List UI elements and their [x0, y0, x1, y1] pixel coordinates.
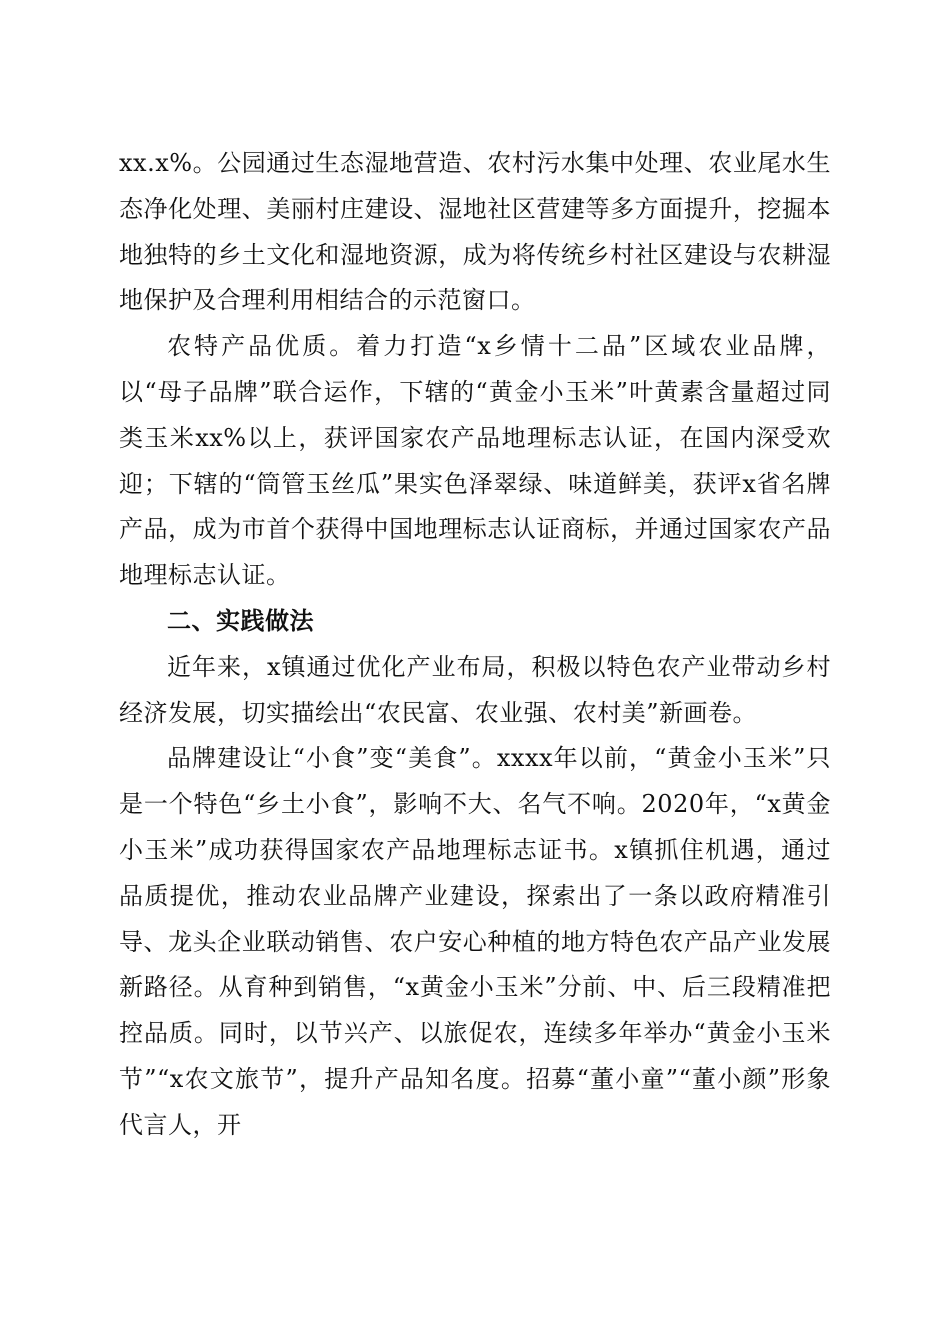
section-heading-practice: 二、实践做法 [167, 606, 314, 635]
paragraph-wetland-park: xx.x%。公园通过生态湿地营造、农村污水集中处理、农业尾水生态净化处理、美丽村庄建设、湿地社区营建等多方面提升，挖掘本地独特的乡土文化和湿地资源，成为将传统乡村社区建设与农耕湿地保护及合理利用相结合的示范窗口。 [119, 149, 831, 315]
paragraph-brand-building: 品牌建设让“小食”变“美食”。xxxx年以前，“黄金小玉米”只是一个特色“乡土小食”，影响不大、名气不响。2020年，“x黄金小玉米”成功获得国家农产品地理标志证书。x镇抓住机遇，通过品质提优，推动农业品牌产业建设，探索出了一条以政府精准引导、龙头企业联动销售、农户安心种植的地方特色农产品产业发展新路径。从育种到销售，“x黄金小玉米”分前、中、后三段精准把控品质。同时，以节兴产、以旅促农，连续多年举办“黄金小玉米节”“x农文旅节”，提升产品知名度。招募“董小童”“董小颜”形象代言人，开 [119, 744, 831, 1139]
paragraph-agricultural-products: 农特产品优质。着力打造“x乡情十二品”区域农业品牌，以“母子品牌”联合运作，下辖的“黄金小玉米”叶黄素含量超过同类玉米xx%以上，获评国家农产品地理标志认证，在国内深受欢迎；下辖的“筒管玉丝瓜”果实色泽翠绿、味道鲜美，获评x省名牌产品，成为市首个获得中国地理标志认证商标，并通过国家农产品地理标志认证。 [119, 332, 831, 590]
document-body [119, 141, 831, 1149]
paragraph-recent-years: 近年来，x镇通过优化产业布局，积极以特色农产业带动乡村经济发展，切实描绘出“农民富、农业强、农村美”新画卷。 [119, 652, 831, 727]
